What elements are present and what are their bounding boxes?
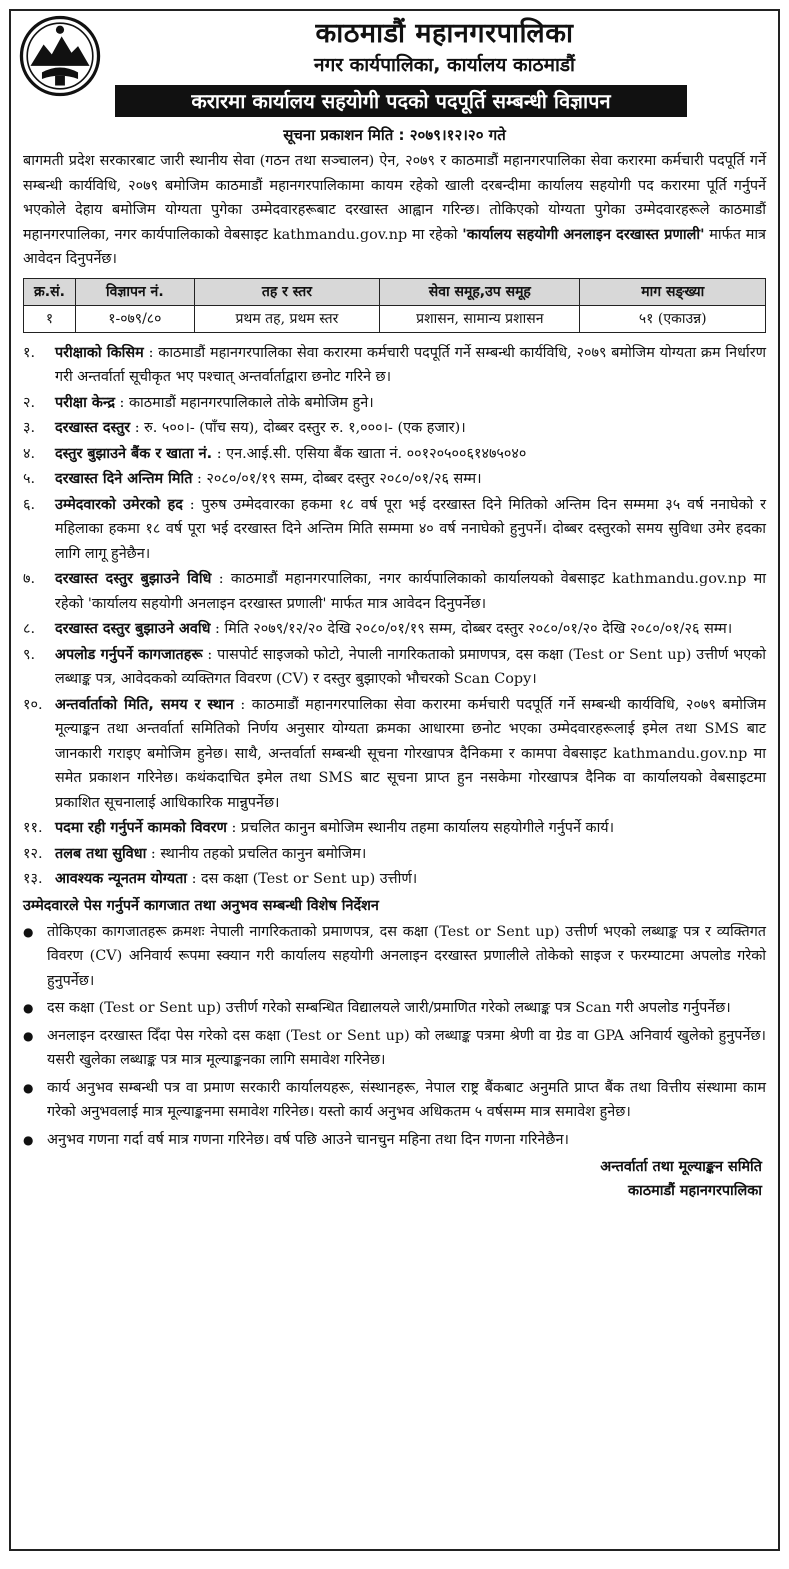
item-number: ८. bbox=[23, 621, 36, 637]
table-cell: १ bbox=[24, 305, 76, 332]
publication-date: सूचना प्रकाशन मिति : २०७९।१२।२० गते bbox=[283, 126, 506, 144]
bullet-text: कार्य अनुभव सम्बन्धी पत्र वा प्रमाण सरकारी कार्यालयहरू, संस्थानहरू, नेपाल राष्ट्र बैंकबाट अनुमति प्राप्त बैंक तथा वित्तीय संस्थामा काम गरेको अनुभवलाई मात्र मूल्याङ्कनमा समावेश गरिनेछ। यस्तो कार्य अनुभव अधिकतम ५ वर्षसम्म मात्र समावेश हुनेछ। bbox=[47, 1079, 766, 1120]
intro-text: बागमती प्रदेश सरकारबाट जारी स्थानीय सेवा (गठन तथा सञ्चालन) ऐन, २०७९ र काठमाडौं महानगरपालिका सेवा करारमा कर्मचारी पदपूर्ति गर्ने सम्बन्धी कार्यविधि, २०७९ बमोजिम काठमाडौं महानगरपालिकामा कायम रहेको खाली दरबन्दीमा कार्यालय सहयोगी पद करारमा पूर्ति गर्नुपर्ने भएकोले देहाय बमोजिम योग्यता पुगेका उम्मेदवारहरूबाट दरखास्त आह्वान गरिन्छ। तोकिएको योग्यता पुगेका उम्मेदवारहरूले काठमाडौं महानगरपालिका, नगर कार्यपालिकाको वेबसाइट kathmandu.gov.np मा रहेको bbox=[23, 153, 766, 243]
table-header-row bbox=[24, 278, 766, 305]
notice-title: करारमा कार्यालय सहयोगी पदको पदपूर्ति सम्बन्धी विज्ञापन bbox=[115, 85, 687, 117]
item-number: ६. bbox=[23, 496, 36, 513]
item-label: दरखास्त दस्तुर bbox=[55, 420, 131, 436]
instructions-list bbox=[23, 920, 766, 1153]
item-number: ११. bbox=[23, 820, 43, 836]
item-text: : २०८०/०१/१९ सम्म, दोब्बर दस्तुर २०८०/०१/२६ सम्म। bbox=[192, 471, 482, 487]
list-item bbox=[23, 842, 766, 867]
bullet-icon: ● bbox=[23, 1001, 34, 1015]
list-item bbox=[23, 920, 766, 994]
item-text: : प्रचलित कानुन बमोजिम स्थानीय तहमा कार्यालय सहयोगीले गर्नुपर्ने कार्य। bbox=[226, 820, 615, 836]
item-label: अन्तर्वार्ताको मिति, समय र स्थान bbox=[55, 696, 234, 713]
item-number: २. bbox=[23, 394, 36, 411]
bullet-text: अनलाइन दरखास्त दिँदा पेस गरेको दस कक्षा (Test or Sent up) को लब्धाङ्क पत्रमा श्रेणी वा ग्रेड वा GPA अनिवार्य खुलेको हुनुपर्नेछ। यसरी खुलेका लब्धाङ्क पत्र मात्र मूल्याङ्कनका लागि समावेश गरिनेछ। bbox=[47, 1027, 766, 1068]
table-cell: प्रथम तह, प्रथम स्तर bbox=[194, 305, 380, 332]
item-text: : रु. ५००।- (पाँच सय), दोब्बर दस्तुर रु. १,०००।- (एक हजार)। bbox=[130, 420, 466, 436]
list-item bbox=[23, 1128, 766, 1153]
list-item bbox=[23, 493, 766, 567]
item-label: पदमा रही गर्नुपर्ने कामको विवरण bbox=[55, 820, 227, 836]
list-item bbox=[23, 867, 766, 892]
item-label: उम्मेदवारको उमेरको हद bbox=[55, 496, 183, 513]
item-label: दरखास्त दिने अन्तिम मिति bbox=[55, 471, 193, 487]
org-subtitle: नगर कार्यपालिका, कार्यालय काठमाडौं bbox=[314, 54, 575, 76]
bullet-icon: ● bbox=[23, 1080, 34, 1095]
list-item bbox=[23, 1076, 766, 1125]
table-header: क्र.सं. bbox=[24, 278, 76, 305]
bullet-text: दस कक्षा (Test or Sent up) उत्तीर्ण गरेको सम्बन्धित विद्यालयले जारी/प्रमाणित गरेको लब्धाङ्क पत्र Scan गरी अपलोड गर्नुपर्नेछ। bbox=[47, 1000, 731, 1016]
notice-content bbox=[11, 149, 778, 1203]
item-text: : पुरुष उम्मेदवारका हकमा १८ वर्ष पूरा भई दरखास्त दिने मितिको अन्तिम दिन सम्ममा ३५ वर्ष ननाघेको र महिलाका हकमा १८ वर्ष पूरा भई दरखास्त दिने अन्तिम मिति सम्ममा ४० वर्ष ननाघेको हुनुपर्ने। दोब्बर दस्तुरको समय सुविधा उमेर हदका लागि लागू हुनेछैन। bbox=[55, 496, 766, 562]
items-list bbox=[23, 341, 766, 892]
item-text: : काठमाडौं महानगरपालिका, नगर कार्यपालिकाको कार्यालयको वेबसाइट kathmandu.gov.np मा रहेको 'कार्यालय सहयोगी अनलाइन दरखास्त प्रणाली' मार्फत मात्र आवेदन दिनुपर्नेछ। bbox=[55, 571, 766, 612]
table-cell: ५१ (एकाउन्न) bbox=[580, 305, 766, 332]
table-header: माग सङ्ख्या bbox=[580, 278, 766, 305]
emblem-logo-icon bbox=[19, 15, 101, 97]
vacancy-table bbox=[23, 278, 766, 333]
table-row bbox=[24, 305, 766, 332]
notice-header bbox=[11, 11, 778, 123]
item-text: : स्थानीय तहको प्रचलित कानुन बमोजिम। bbox=[146, 845, 367, 862]
item-text: : एन.आई.सी. एसिया बैंक खाता नं. ००१२०५००६१४७५०४० bbox=[212, 445, 527, 462]
item-text: : पासपोर्ट साइजको फोटो, नेपाली नागरिकताको प्रमाणपत्र, दस कक्षा (Test or Sent up) उत्तीर्ण भएको लब्धाङ्क पत्र, आवेदकको व्यक्तिगत विवरण (CV) र दस्तुर बुझाएको भौचरको Scan Copy। bbox=[55, 646, 766, 687]
item-text: : मिति २०७९/१२/२० देखि २०८०/०१/१९ सम्म, दोब्बर दस्तुर २०८०/०१/२० देखि २०८०/०१/२६ सम्म। bbox=[210, 621, 733, 637]
list-item bbox=[23, 467, 766, 492]
item-text: : दस कक्षा (Test or Sent up) उत्तीर्ण। bbox=[187, 871, 418, 887]
intro-tail: मार्फत मात्र आवेदन दिनुपर्नेछ। bbox=[23, 226, 766, 267]
table-header: तह र स्तर bbox=[194, 278, 380, 305]
table-cell: प्रशासन, सामान्य प्रशासन bbox=[380, 305, 580, 332]
list-item bbox=[23, 693, 766, 816]
table-cell: १-०७९/८० bbox=[75, 305, 194, 332]
list-item bbox=[23, 567, 766, 616]
item-text: : काठमाडौं महानगरपालिका सेवा करारमा कर्मचारी पदपूर्ति गर्ने सम्बन्धी कार्यविधि, २०७९ बमोजिम योग्यता क्रम निर्धारण गरी अन्तर्वार्ता सूचीकृत भए पश्चात् अन्तर्वार्ताद्वारा छनोट गरिने छ। bbox=[55, 344, 766, 385]
intro-bold: 'कार्यालय सहयोगी अनलाइन दरखास्त प्रणाली' bbox=[462, 226, 705, 243]
item-label: तलब तथा सुविधा bbox=[55, 845, 147, 862]
item-label: परीक्षाको किसिम bbox=[55, 344, 144, 361]
table-header: विज्ञापन नं. bbox=[75, 278, 194, 305]
org-name: काठमाडौं महानगरपालिका bbox=[315, 18, 574, 49]
signature-committee: अन्तर्वार्ता तथा मूल्याङ्कन समिति bbox=[600, 1159, 762, 1175]
item-label: परीक्षा केन्द्र bbox=[55, 394, 115, 411]
item-number: १. bbox=[23, 344, 36, 361]
instructions-heading: उम्मेदवारले पेस गर्नुपर्ने कागजात तथा अनुभव सम्बन्धी विशेष निर्देशन bbox=[23, 897, 379, 914]
item-number: ७. bbox=[23, 571, 36, 587]
bullet-icon: ● bbox=[23, 1028, 34, 1043]
list-item bbox=[23, 416, 766, 441]
list-item bbox=[23, 341, 766, 390]
bullet-icon: ● bbox=[23, 1132, 34, 1147]
item-number: ४. bbox=[23, 445, 36, 462]
item-number: १३. bbox=[23, 871, 43, 887]
list-item bbox=[23, 1024, 766, 1073]
item-number: ९. bbox=[23, 646, 36, 663]
item-label: दरखास्त दस्तुर बुझाउने अवधि bbox=[55, 621, 211, 637]
bullet-icon: ● bbox=[23, 924, 34, 939]
item-label: दरखास्त दस्तुर बुझाउने विधि bbox=[55, 571, 212, 587]
item-label: अपलोड गर्नुपर्ने कागजातहरू bbox=[55, 646, 203, 663]
list-item bbox=[23, 391, 766, 416]
table-header: सेवा समूह,उप समूह bbox=[380, 278, 580, 305]
list-item bbox=[23, 617, 766, 642]
item-number: ३. bbox=[23, 420, 36, 436]
bullet-text: अनुभव गणना गर्दा वर्ष मात्र गणना गरिनेछ। वर्ष पछि आउने चानचुन महिना तथा दिन गणना गरिनेछैन। bbox=[47, 1131, 569, 1148]
intro-paragraph bbox=[23, 149, 766, 272]
list-item bbox=[23, 442, 766, 467]
item-label: दस्तुर बुझाउने बैंक र खाता नं. bbox=[55, 445, 213, 462]
list-item bbox=[23, 996, 766, 1021]
item-text: : काठमाडौं महानगरपालिका सेवा करारमा कर्मचारी पदपूर्ति गर्ने सम्बन्धी कार्यविधि, २०७९ बमोजिम मूल्याङ्कन तथा अन्तर्वार्ता समितिको निर्णय अनुसार योग्यता क्रमका आधारमा छनोट भएका उम्मेदवारहरूलाई इमेल तथा SMS बाट जानकारी गराइए बमोजिम हुनेछ। साथै, अन्तर्वार्ता सम्बन्धी सूचना गोरखापत्र दैनिकमा र कामपा वेबसाइट kathmandu.gov.np मा समेत प्रकाशन गरिनेछ। कथंकदाचित इमेल तथा SMS बाट सूचना प्राप्त हुन नसकेमा गोरखापत्र दैनिक वा कार्यालयको वेबसाइटमा प्रकाशित सूचनालाई आधिकारिक मान्नुपर्नेछ। bbox=[55, 696, 766, 811]
list-item bbox=[23, 816, 766, 841]
list-item bbox=[23, 643, 766, 692]
bullet-text: तोकिएका कागजातहरू क्रमशः नेपाली नागरिकताको प्रमाणपत्र, दस कक्षा (Test or Sent up) उत्तीर्ण भएको लब्धाङ्क पत्र र व्यक्तिगत विवरण (CV) अनिवार्य रूपमा स्क्यान गरी कार्यालय सहयोगी अनलाइन दरखास्त प्रणालीले तोकेको साइज र फरम्याटमा अपलोड गरेको हुनुपर्नेछ। bbox=[47, 923, 766, 989]
item-label: आवश्यक न्यूनतम योग्यता bbox=[55, 871, 188, 887]
item-text: : काठमाडौं महानगरपालिकाले तोके बमोजिम हुने। bbox=[114, 394, 374, 411]
item-number: ५. bbox=[23, 471, 36, 487]
item-number: १०. bbox=[23, 696, 43, 713]
notice-page bbox=[9, 9, 780, 1551]
item-number: १२. bbox=[23, 845, 43, 862]
signature-org: काठमाडौं महानगरपालिका bbox=[627, 1183, 762, 1199]
signature-block bbox=[23, 1155, 766, 1203]
